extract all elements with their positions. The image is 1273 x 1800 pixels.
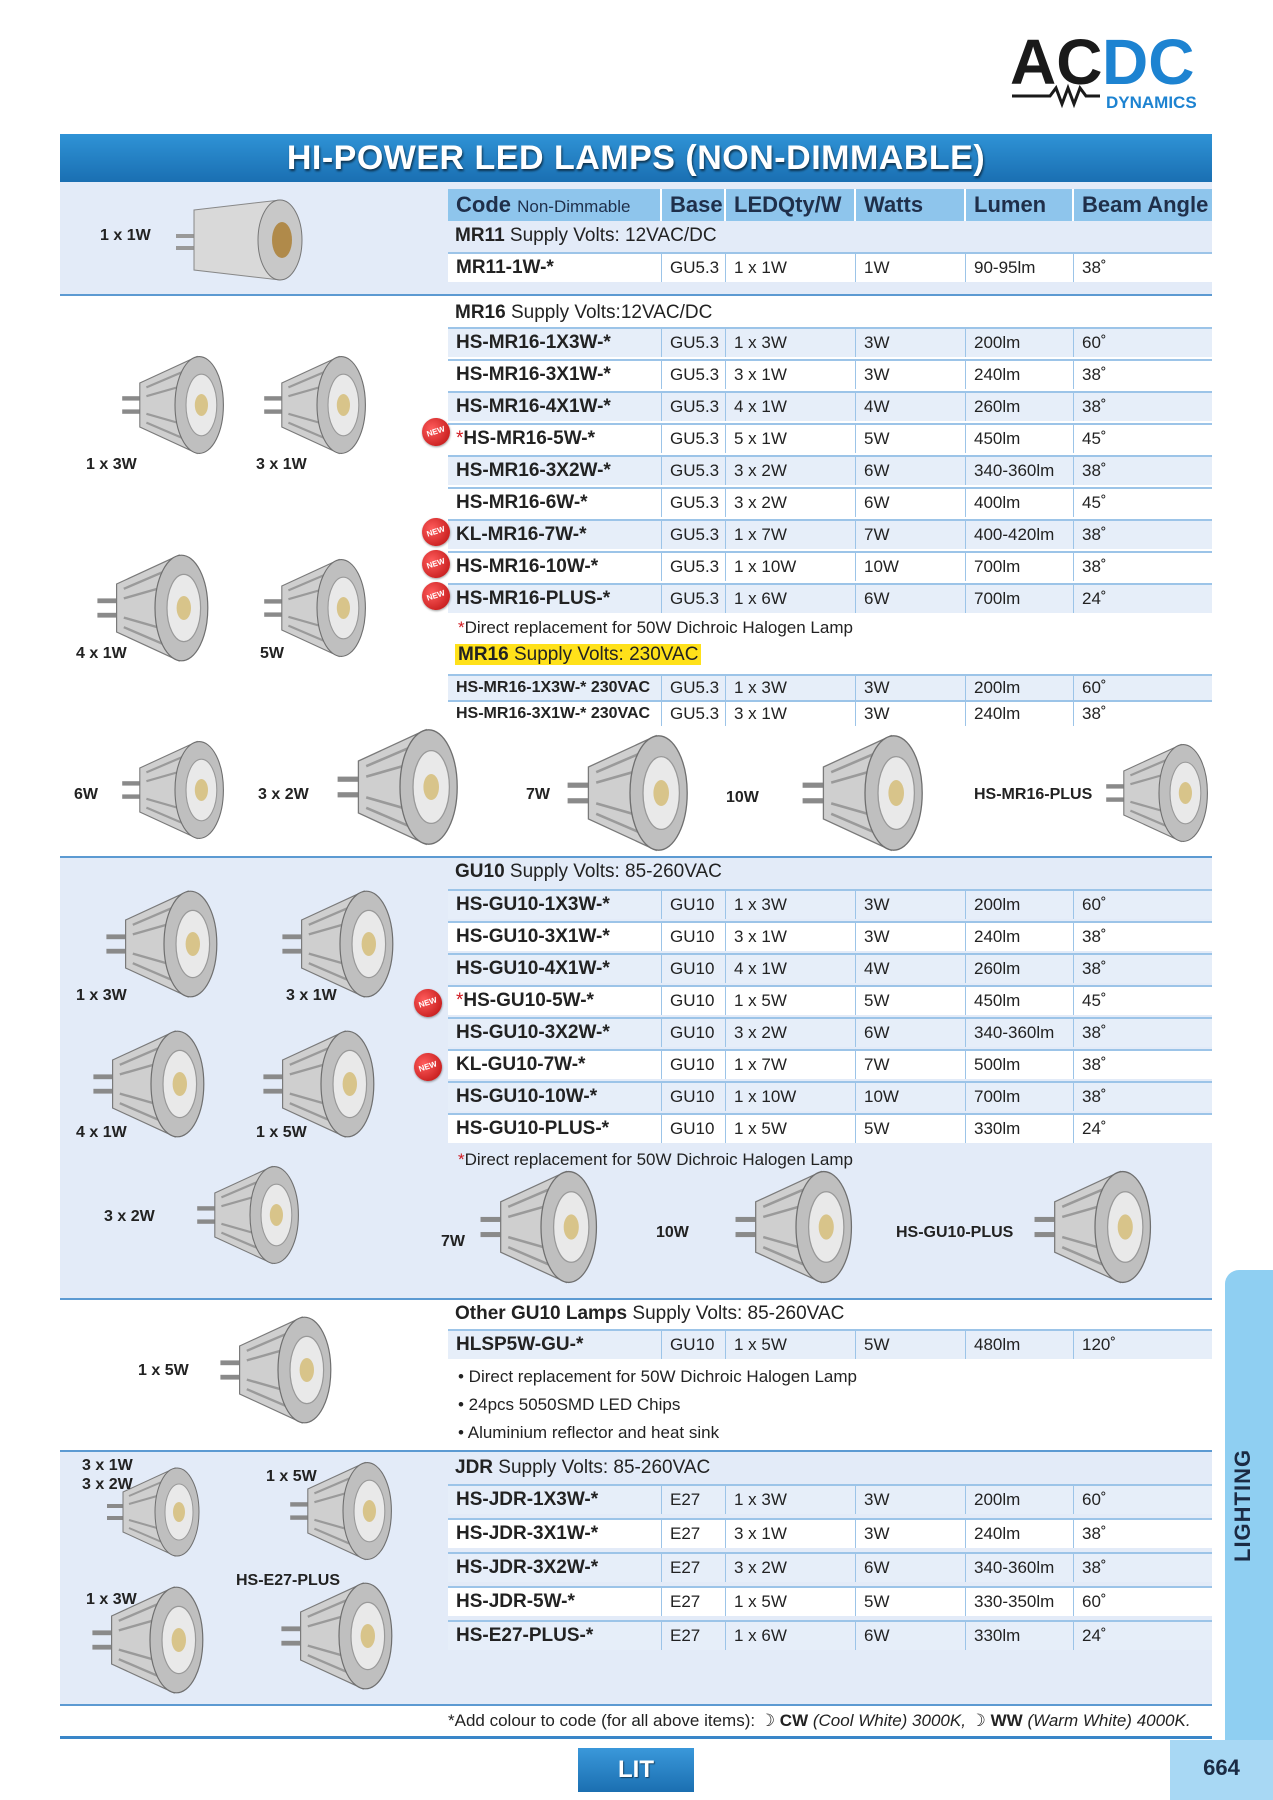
cell-beam: 38˚ [1082,959,1107,978]
cell-led: 3 x 2W [726,1554,856,1582]
cell-code: HS-GU10-10W-* [448,1083,662,1111]
image-label: HS-E27-PLUS [236,1572,341,1589]
cell-led: 4 x 1W [726,393,856,421]
mr16-230-heading: MR16 Supply Volts: 230VAC [455,644,701,666]
cell-base: GU5.3 [662,553,726,581]
jdr-heading: JDR Supply Volts: 85-260VAC [455,1457,711,1478]
cell-base: GU10 [662,1019,726,1047]
cell-code: HS-MR16-1X3W-* 230VAC [448,676,662,700]
cell-beam: 38˚ [1082,704,1107,723]
cell-code: HS-GU10-PLUS-* [448,1115,662,1143]
table-row [448,583,1212,613]
cell-led: 1 x 3W [726,1486,856,1514]
col-code: Code Non-Dimmable [448,189,662,221]
image-label: 6W [74,786,98,803]
cell-base: GU5.3 [662,329,726,357]
gu10-note: *Direct replacement for 50W Dichroic Halogen Lamp [458,1150,853,1169]
lamp-image [198,1310,358,1430]
cell-code: HS-JDR-3X1W-* [448,1520,662,1548]
table-row [448,327,1212,357]
image-label: 7W [526,786,550,803]
cell-watts: 6W [856,585,966,613]
table-row [448,1329,1212,1359]
cell-watts: 7W [856,1051,966,1079]
cell-base: E27 [662,1588,726,1616]
divider [60,1298,1212,1300]
table-row [448,1017,1212,1047]
table-row [448,1484,1212,1514]
lamp-image [170,190,310,290]
image-label: 3 x 1W [256,456,307,473]
cell-code: HS-MR16-3X2W-* [448,457,662,485]
cell-watts: 5W [856,987,966,1015]
table-row [448,985,1212,1015]
cell-base: GU10 [662,923,726,951]
page-number: 664 [1170,1740,1273,1800]
lamp-image [120,730,230,850]
table-row [448,1620,1212,1650]
lamp-image [280,884,400,1004]
new-badge-icon: NEW [418,578,453,613]
divider [60,294,1212,296]
image-label: HS-GU10-PLUS [896,1224,1014,1241]
cell-watts: 3W [856,702,966,726]
image-label: 3 x 2W [258,786,309,803]
cell-lumen: 200lm [966,676,1074,700]
cell-lumen: 200lm [966,1486,1074,1514]
cell-watts: 4W [856,955,966,983]
gu10-heading: GU10 Supply Volts: 85-260VAC [455,861,722,882]
cell-code: HS-GU10-4X1W-* [448,955,662,983]
table-header [448,189,1212,221]
new-badge-icon: NEW [418,514,453,549]
cell-base: GU5.3 [662,702,726,726]
cell-base: GU5.3 [662,676,726,700]
table-row [448,455,1212,485]
lamp-image [120,340,230,470]
cell-watts: 5W [856,1588,966,1616]
cell-watts: 10W [856,1083,966,1111]
cell-lumen: 400-420lm [966,521,1074,549]
col-beam: Beam Angle [1082,192,1209,217]
cell-code: HS-GU10-3X1W-* [448,923,662,951]
cell-led: 5 x 1W [726,425,856,453]
cell-beam: 45˚ [1082,429,1107,448]
cell-watts: 5W [856,1331,966,1359]
image-label: 5W [260,645,284,662]
cell-code: KL-GU10-7W-* [448,1051,662,1079]
cell-code: HS-JDR-1X3W-* [448,1486,662,1514]
svg-text:AC: AC [1010,26,1103,98]
cell-code: HS-GU10-3X2W-* [448,1019,662,1047]
cell-beam: 38˚ [1082,1087,1107,1106]
image-label: 1 x 3W [76,987,127,1004]
cell-led: 3 x 1W [726,361,856,389]
cell-led: 1 x 6W [726,585,856,613]
cell-watts: 3W [856,361,966,389]
cell-beam: 60˚ [1082,678,1107,697]
cell-watts: 6W [856,1554,966,1582]
image-label: 3 x 2W [82,1476,133,1493]
cell-beam: 24˚ [1082,1626,1107,1645]
cell-base: E27 [662,1486,726,1514]
table-row [448,674,1212,700]
cell-led: 3 x 1W [726,702,856,726]
table-row [448,1113,1212,1143]
cell-base: GU10 [662,1083,726,1111]
new-badge-icon: NEW [410,1049,445,1084]
cell-code: HS-MR16-10W-* [448,553,662,581]
cell-led: 1 x 7W [726,1051,856,1079]
cell-lumen: 340-360lm [966,1019,1074,1047]
divider [60,1704,1212,1706]
cell-watts: 3W [856,1520,966,1548]
cell-beam: 60˚ [1082,1592,1107,1611]
cell-watts: 5W [856,425,966,453]
cell-beam: 38˚ [1082,1524,1107,1543]
image-label: 4 x 1W [76,1124,127,1141]
cell-lumen: 500lm [966,1051,1074,1079]
cell-beam: 38˚ [1082,461,1107,480]
new-badge-icon: NEW [418,546,453,581]
cell-lumen: 240lm [966,702,1074,726]
cell-base: GU10 [662,955,726,983]
cell-code: HS-MR16-3X1W-* [448,361,662,389]
table-row [448,519,1212,549]
image-label: 3 x 1W [286,987,337,1004]
table-row [448,423,1212,453]
lamp-image [320,722,480,852]
cell-beam: 38˚ [1082,1023,1107,1042]
cell-beam: 38˚ [1082,1055,1107,1074]
mr11-heading: MR11 Supply Volts: 12VAC/DC [455,225,717,246]
lamp-image [262,340,372,470]
cell-beam: 24˚ [1082,589,1107,608]
cell-beam: 38˚ [1082,397,1107,416]
cell-lumen: 260lm [966,955,1074,983]
cell-led: 1 x 5W [726,1331,856,1359]
cell-code: HS-JDR-3X2W-* [448,1554,662,1582]
cell-watts: 4W [856,393,966,421]
cell-code: HS-GU10-1X3W-* [448,891,662,919]
table-row [448,921,1212,951]
cell-code: HS-MR16-4X1W-* [448,393,662,421]
cell-beam: 45˚ [1082,493,1107,512]
cell-led: 1 x 7W [726,521,856,549]
lamp-image [476,1164,606,1290]
image-label: 1 x 3W [86,456,137,473]
cell-beam: 38˚ [1082,525,1107,544]
cell-code: HS-MR16-6W-* [448,489,662,517]
cell-code: *HS-GU10-5W-* [448,987,662,1015]
image-label: HS-MR16-PLUS [974,786,1093,803]
cell-lumen: 700lm [966,1083,1074,1111]
cell-beam: 38˚ [1082,365,1107,384]
table-row [448,1552,1212,1582]
lamp-image [560,728,700,858]
lit-button[interactable]: LIT [578,1748,694,1792]
mr16-note: *Direct replacement for 50W Dichroic Halogen Lamp [458,618,853,637]
image-label: 1 x 5W [138,1362,189,1379]
cell-base: GU10 [662,987,726,1015]
cell-lumen: 480lm [966,1331,1074,1359]
cell-beam: 120˚ [1082,1335,1117,1354]
cell-beam: 38˚ [1082,258,1107,277]
cell-base: GU10 [662,1115,726,1143]
image-label: 10W [656,1224,689,1241]
cell-base: GU5.3 [662,254,726,282]
cell-base: GU5.3 [662,425,726,453]
cell-watts: 3W [856,923,966,951]
lamp-image [264,1576,414,1696]
cell-lumen: 330lm [966,1622,1074,1650]
cell-watts: 3W [856,891,966,919]
bullet: • Aluminium reflector and heat sink [458,1423,720,1442]
cell-led: 1 x 5W [726,1115,856,1143]
cell-base: E27 [662,1520,726,1548]
bullet: • 24pcs 5050SMD LED Chips [458,1395,681,1414]
lamp-image [1020,1164,1170,1290]
colour-code-note: *Add colour to code (for all above items): ☽ CW (Cool White) 3000K, ☽ WW (Warm White) 4000K. [448,1711,1191,1730]
lamp-image [706,1164,886,1290]
cell-base: GU5.3 [662,361,726,389]
table-row [448,487,1212,517]
cell-code: MR11-1W-* [448,254,662,282]
acdc-logo [1010,26,1215,110]
cell-base: GU10 [662,891,726,919]
image-label: 10W [726,789,759,806]
cell-lumen: 260lm [966,393,1074,421]
lamp-image [1104,728,1214,858]
image-label: 3 x 2W [104,1208,155,1225]
cell-base: GU5.3 [662,393,726,421]
cell-base: GU5.3 [662,457,726,485]
cell-watts: 3W [856,329,966,357]
cell-base: E27 [662,1622,726,1650]
cell-base: GU5.3 [662,489,726,517]
other-gu10-heading: Other GU10 Lamps Supply Volts: 85-260VAC [455,1303,845,1324]
cell-lumen: 240lm [966,923,1074,951]
cell-led: 1 x 3W [726,676,856,700]
table-row [448,1518,1212,1548]
cell-watts: 6W [856,489,966,517]
cell-lumen: 240lm [966,1520,1074,1548]
cell-led: 3 x 2W [726,489,856,517]
cell-beam: 38˚ [1082,1558,1107,1577]
cell-led: 1 x 10W [726,1083,856,1111]
cell-lumen: 330-350lm [966,1588,1074,1616]
cell-led: 1 x 5W [726,1588,856,1616]
cell-beam: 60˚ [1082,333,1107,352]
cell-lumen: 240lm [966,361,1074,389]
lamp-image [160,1160,340,1270]
table-row [448,1586,1212,1616]
cell-beam: 38˚ [1082,557,1107,576]
cell-lumen: 450lm [966,987,1074,1015]
image-label: 1 x 5W [266,1468,317,1485]
cell-lumen: 200lm [966,329,1074,357]
cell-led: 1 x 6W [726,1622,856,1650]
cell-lumen: 700lm [966,553,1074,581]
mr16-heading: MR16 Supply Volts:12VAC/DC [455,302,713,323]
cell-lumen: 340-360lm [966,1554,1074,1582]
col-lumen: Lumen [966,189,1074,221]
image-label: 7W [441,1233,465,1250]
table-row [448,391,1212,421]
cell-base: E27 [662,1554,726,1582]
page-title: HI-POWER LED LAMPS (NON-DIMMABLE) [60,134,1212,182]
cell-code: HS-E27-PLUS-* [448,1622,662,1650]
cell-code: *HS-MR16-5W-* [448,425,662,453]
cell-watts: 6W [856,1019,966,1047]
cell-led: 1 x 3W [726,329,856,357]
cell-watts: 6W [856,1622,966,1650]
cell-code: HLSP5W-GU-* [448,1331,662,1359]
lamp-image [780,728,950,858]
cell-lumen: 700lm [966,585,1074,613]
cell-lumen: 400lm [966,489,1074,517]
cell-code: HS-JDR-5W-* [448,1588,662,1616]
svg-text:DC: DC [1102,26,1195,98]
cell-led: 3 x 1W [726,923,856,951]
section-tab-label: LIGHTING [1230,1448,1255,1562]
col-watts: Watts [856,189,966,221]
cell-led: 1 x 10W [726,553,856,581]
cell-lumen: 90-95lm [966,254,1074,282]
col-base: Base [662,189,726,221]
table-row [448,1049,1212,1079]
bullet: • Direct replacement for 50W Dichroic Halogen Lamp [458,1367,858,1386]
table-row [448,359,1212,389]
cell-beam: 60˚ [1082,1490,1107,1509]
image-label: 4 x 1W [76,645,127,662]
cell-base: GU10 [662,1331,726,1359]
new-badge-icon: NEW [418,414,453,449]
table-row [448,551,1212,581]
lamp-image [104,884,224,1004]
image-label: 1 x 3W [86,1591,137,1608]
cell-code: HS-MR16-PLUS-* [448,585,662,613]
new-badge-icon: NEW [410,985,445,1020]
cell-watts: 7W [856,521,966,549]
table-row [448,889,1212,919]
cell-watts: 3W [856,1486,966,1514]
table-row [448,953,1212,983]
cell-watts: 1W [856,254,966,282]
cell-code: HS-MR16-1X3W-* [448,329,662,357]
cell-base: GU5.3 [662,585,726,613]
cell-led: 3 x 1W [726,1520,856,1548]
col-led: LEDQty/W [726,189,856,221]
cell-lumen: 200lm [966,891,1074,919]
cell-led: 4 x 1W [726,955,856,983]
cell-beam: 38˚ [1082,927,1107,946]
cell-watts: 3W [856,676,966,700]
cell-base: GU5.3 [662,521,726,549]
svg-text:DYNAMICS: DYNAMICS [1106,93,1197,110]
table-row [448,700,1212,726]
cell-beam: 45˚ [1082,991,1107,1010]
cell-beam: 60˚ [1082,895,1107,914]
image-label: 3 x 1W [82,1457,133,1474]
cell-led: 3 x 2W [726,1019,856,1047]
table-row [448,252,1212,282]
cell-led: 1 x 5W [726,987,856,1015]
divider [60,1736,1212,1739]
cell-lumen: 330lm [966,1115,1074,1143]
cell-led: 1 x 3W [726,891,856,919]
cell-watts: 5W [856,1115,966,1143]
cell-led: 1 x 1W [726,254,856,282]
image-label: 1 x 5W [256,1124,307,1141]
cell-watts: 10W [856,553,966,581]
image-label: 1 x 1W [100,227,151,244]
cell-code: KL-MR16-7W-* [448,521,662,549]
cell-beam: 24˚ [1082,1119,1107,1138]
cell-led: 3 x 2W [726,457,856,485]
cell-watts: 6W [856,457,966,485]
cell-lumen: 340-360lm [966,457,1074,485]
cell-code: HS-MR16-3X1W-* 230VAC [448,702,662,726]
cell-base: GU10 [662,1051,726,1079]
table-row [448,1081,1212,1111]
cell-lumen: 450lm [966,425,1074,453]
